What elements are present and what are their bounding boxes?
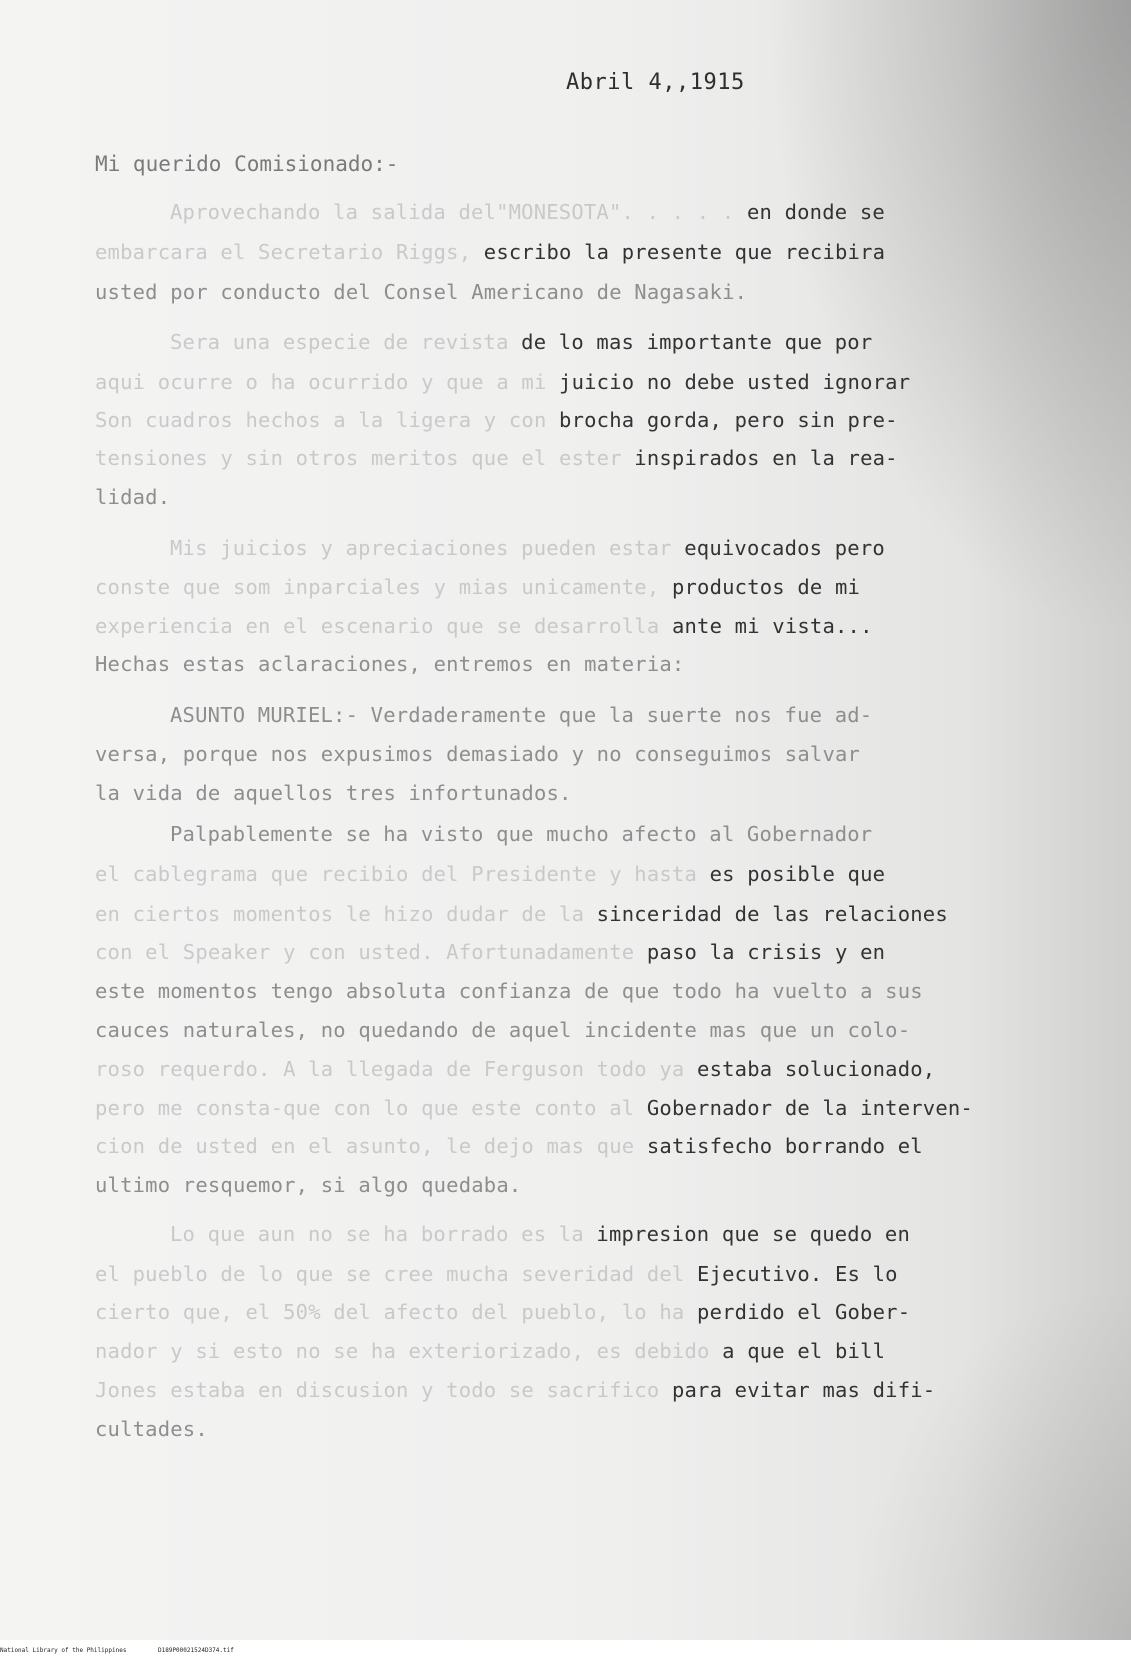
letter-line-end: para evitar mas difi- (659, 1378, 936, 1402)
letter-line-end: sinceridad de las relaciones (584, 902, 948, 926)
letter-salutation: Mi querido Comisionado:- (95, 152, 399, 176)
letter-line-start: embarcara el Secretario Riggs, (95, 240, 472, 264)
letter-line-start: Aprovechando la salida del"MONESOTA". . . . . (170, 200, 735, 224)
letter-line (95, 1096, 973, 1120)
letter-line (95, 240, 885, 264)
letter-line (170, 1222, 910, 1246)
letter-line (95, 979, 923, 1003)
letter-line-start: cultades. (95, 1417, 208, 1441)
letter-line-end: de lo mas importante que por (508, 330, 873, 354)
letter-line (95, 1378, 935, 1402)
letter-line (170, 822, 872, 846)
letter-line (95, 1417, 208, 1441)
letter-line (95, 1339, 885, 1363)
letter-line-start: versa, porque nos expusimos demasiado y no conseguimos salvar (95, 742, 861, 766)
letter-line-start: lidad. (95, 485, 171, 509)
letter-line-start: nador y si esto no se ha exteriorizado, es debido (95, 1339, 710, 1363)
letter-line-end: juicio no debe usted ignorar (546, 370, 911, 394)
letter-line-start: Mis juicios y apreciaciones pueden estar (170, 536, 672, 560)
letter-line (95, 1300, 910, 1324)
letter-line (95, 1262, 898, 1286)
letter-line-start: cion de usted en el asunto, le dejo mas que (95, 1134, 635, 1158)
letter-line (95, 862, 885, 886)
letter-line (95, 614, 873, 638)
letter-line (95, 1134, 923, 1158)
letter-line-end: equivocados pero (671, 536, 885, 560)
letter-line-start: Sera una especie de revista (170, 330, 509, 354)
letter-line (95, 1057, 935, 1081)
letter-line-end: brocha gorda, pero sin pre- (546, 408, 898, 432)
letter-line-start: Jones estaba en discusion y todo se sacrifico (95, 1378, 660, 1402)
letter-line-end: es posible que (697, 862, 886, 886)
letter-line-start: la vida de aquellos tres infortunados. (95, 781, 572, 805)
letter-line (95, 902, 948, 926)
letter-line (95, 485, 170, 509)
letter-line-end: impresion que se quedo en (583, 1222, 910, 1246)
letter-line-end: satisfecho borrando el (634, 1134, 923, 1158)
letter-line-end: inspirados en la rea- (621, 446, 898, 470)
letter-line (170, 330, 872, 354)
letter-line (170, 703, 872, 727)
letter-line-start: cauces naturales, no quedando de aquel incidente mas que un colo- (95, 1018, 911, 1042)
letter-line-start: este momentos tengo absoluta confianza de que todo ha vuelto a sus (95, 979, 923, 1003)
letter-line-start: conste que som inparciales y mias unicamente, (95, 575, 660, 599)
letter-line (95, 370, 910, 394)
letter-line-start: experiencia en el escenario que se desarrolla (95, 614, 660, 638)
letter-line-end: productos de mi (659, 575, 861, 599)
letter-line (95, 280, 747, 304)
letter-line-start: pero me consta-que con lo que este conto al (95, 1096, 635, 1120)
letter-line-start: Son cuadros hechos a la ligera y con (95, 408, 547, 432)
letter-line-end: en donde se (734, 200, 885, 224)
letter-line-end: paso la crisis y en (634, 940, 886, 964)
letter-line-start: ASUNTO MURIEL:- Verdaderamente que la suerte nos fue ad- (170, 703, 873, 727)
letter-line (170, 200, 885, 224)
letter-line (95, 781, 572, 805)
letter-line-start: Palpablemente se ha visto que mucho afecto al Gobernador (170, 822, 873, 846)
letter-line (95, 742, 860, 766)
letter-line-start: Hechas estas aclaraciones, entremos en materia: (95, 652, 685, 676)
letter-line-end: Ejecutivo. Es lo (684, 1262, 898, 1286)
letter-line-end: ante mi vista... (659, 614, 873, 638)
letter-line-end: perdido el Gober- (684, 1300, 911, 1324)
letter-line-start: el pueblo de lo que se cree mucha severidad del (95, 1262, 685, 1286)
letter-line-start: Lo que aun no se ha borrado es la (170, 1222, 584, 1246)
letter-line-start: tensiones y sin otros meritos que el ester (95, 446, 622, 470)
letter-line-start: cierto que, el 50% del afecto del pueblo, lo ha (95, 1300, 685, 1324)
letter-date: Abril 4,,1915 (566, 70, 745, 95)
footer-filename: D189P00021524D374.tif (158, 1647, 234, 1654)
letter-line-start: el cablegrama que recibio del Presidente y hasta (95, 862, 698, 886)
letter-line (95, 1018, 910, 1042)
letter-line-start: roso requerdo. A la llegada de Ferguson todo ya (95, 1057, 685, 1081)
letter-line-start: usted por conducto del Consel Americano de Nagasaki. (95, 280, 748, 304)
letter-line-start: en ciertos momentos le hizo dudar de la (95, 902, 585, 926)
letter-line (95, 940, 885, 964)
footer-institution: National Library of the Philippines (0, 1647, 127, 1654)
letter-line (170, 536, 885, 560)
letter-line-start: con el Speaker y con usted. Afortunadamente (95, 940, 635, 964)
letter-line (95, 652, 684, 676)
letter-line-end: estaba solucionado, (684, 1057, 936, 1081)
letter-line-start: aqui ocurre o ha ocurrido y que a mi (95, 370, 547, 394)
letter-line (95, 1173, 521, 1197)
letter-line-start: ultimo resquemor, si algo quedaba. (95, 1173, 522, 1197)
letter-line-end: escribo la presente que recibira (471, 240, 886, 264)
letter-line (95, 575, 860, 599)
letter-line-end: Gobernador de la interven- (634, 1096, 973, 1120)
letter-line (95, 446, 898, 470)
letter-line (95, 408, 898, 432)
letter-line-end: a que el bill (709, 1339, 886, 1363)
